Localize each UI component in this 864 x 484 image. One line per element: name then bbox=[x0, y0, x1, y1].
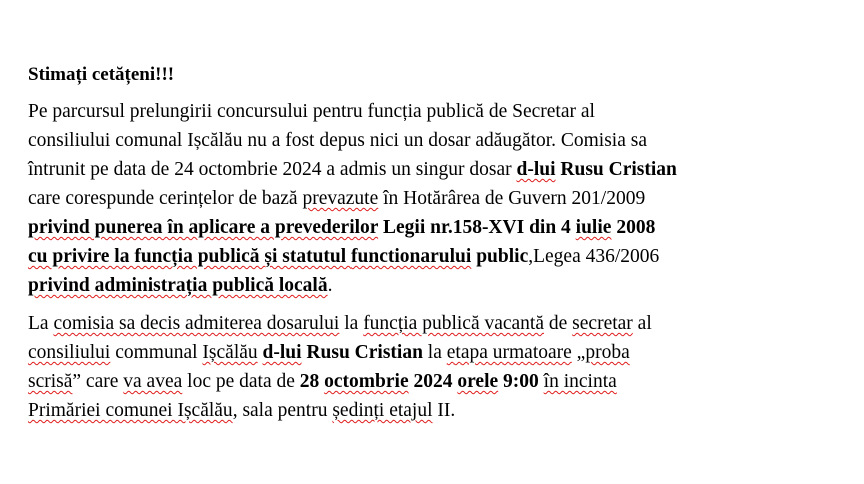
paragraph-line bbox=[28, 155, 828, 184]
bold-misspelled-text: d-lui bbox=[262, 342, 302, 363]
bold-misspelled-text: privind administrația publică locală bbox=[28, 275, 328, 296]
text-run: La bbox=[28, 313, 54, 334]
misspelled-text: prevazute bbox=[302, 188, 379, 209]
bold-text: public bbox=[471, 246, 529, 267]
misspelled-text: Primăriei comunei Ișcălău bbox=[28, 400, 233, 421]
bold-text: 28 bbox=[299, 371, 325, 392]
text-run: „ bbox=[571, 342, 586, 363]
misspelled-text: scrisă bbox=[28, 371, 73, 392]
text-run: întrunit pe data de 24 octombrie 2024 a admis un singur dosar bbox=[28, 159, 517, 180]
text-run: Pe parcursul prelungirii concursului pentru funcția publică de Secretar al bbox=[28, 101, 595, 122]
misspelled-text: în incinta bbox=[543, 371, 617, 392]
misspelled-text: proba bbox=[585, 342, 630, 363]
text-run: , sala pentru bbox=[232, 400, 333, 421]
text-run: de bbox=[544, 313, 573, 334]
bold-misspelled-text: privind punerea în aplicare a prevederilor bbox=[28, 217, 379, 238]
paragraph-line bbox=[28, 213, 828, 242]
bold-text: 2024 bbox=[408, 371, 458, 392]
paragraph-line bbox=[28, 184, 828, 213]
document-page bbox=[28, 60, 828, 425]
misspelled-text: funcția publică vacantă bbox=[363, 313, 545, 334]
paragraph-line bbox=[28, 367, 828, 396]
bold-misspelled-text: octombrie bbox=[324, 371, 409, 392]
bold-misspelled-text: functionarului bbox=[351, 246, 472, 267]
bold-text: Rusu Cristian bbox=[555, 159, 677, 180]
text-run: loc pe data de bbox=[182, 371, 300, 392]
bold-text: Legii nr.158-XVI din 4 bbox=[378, 217, 576, 238]
paragraph-line bbox=[28, 242, 828, 271]
misspelled-text: ședinți etajul bbox=[332, 400, 433, 421]
text-run: la bbox=[422, 342, 447, 363]
greeting-heading: Stimați cetățeni!!! bbox=[28, 64, 175, 85]
bold-misspelled-text: iulie bbox=[575, 217, 612, 238]
text-run: communal bbox=[110, 342, 203, 363]
paragraph-line bbox=[28, 97, 828, 126]
text-run: al bbox=[632, 313, 652, 334]
paragraph-line bbox=[28, 126, 828, 155]
text-run: la bbox=[339, 313, 364, 334]
bold-text: Rusu Cristian bbox=[301, 342, 423, 363]
misspelled-text: etapa urmatoare bbox=[446, 342, 572, 363]
misspelled-text: va avea bbox=[123, 371, 183, 392]
text-run: consiliului comunal Ișcălău nu a fost depus nici un dosar adăugător. Comisia sa bbox=[28, 130, 647, 151]
text-run: . bbox=[327, 275, 333, 296]
text-run: în Hotărârea de Guvern 201/2009 bbox=[378, 188, 646, 209]
misspelled-text: Ișcălău bbox=[202, 342, 258, 363]
bold-text: 9:00 bbox=[498, 371, 539, 392]
bold-misspelled-text: cu privire la funcția publică și statutul bbox=[28, 246, 352, 267]
text-run: ” care bbox=[72, 371, 124, 392]
paragraph-1 bbox=[28, 97, 828, 300]
bold-text: 2008 bbox=[611, 217, 656, 238]
text-run: ,Legea 436/2006 bbox=[528, 246, 660, 267]
paragraph-line bbox=[28, 338, 828, 367]
paragraph-line bbox=[28, 271, 828, 300]
text-run: II. bbox=[432, 400, 456, 421]
paragraph-line bbox=[28, 309, 828, 338]
misspelled-text: comisia sa decis admiterea dosarului bbox=[53, 313, 340, 334]
paragraph-line bbox=[28, 396, 828, 425]
paragraph-2 bbox=[28, 309, 828, 425]
bold-misspelled-text: orele bbox=[457, 371, 499, 392]
misspelled-text: secretar bbox=[572, 313, 633, 334]
text-run: care corespunde cerințelor de bază bbox=[28, 188, 303, 209]
misspelled-text: consiliului bbox=[28, 342, 111, 363]
bold-misspelled-text: d-lui bbox=[516, 159, 556, 180]
